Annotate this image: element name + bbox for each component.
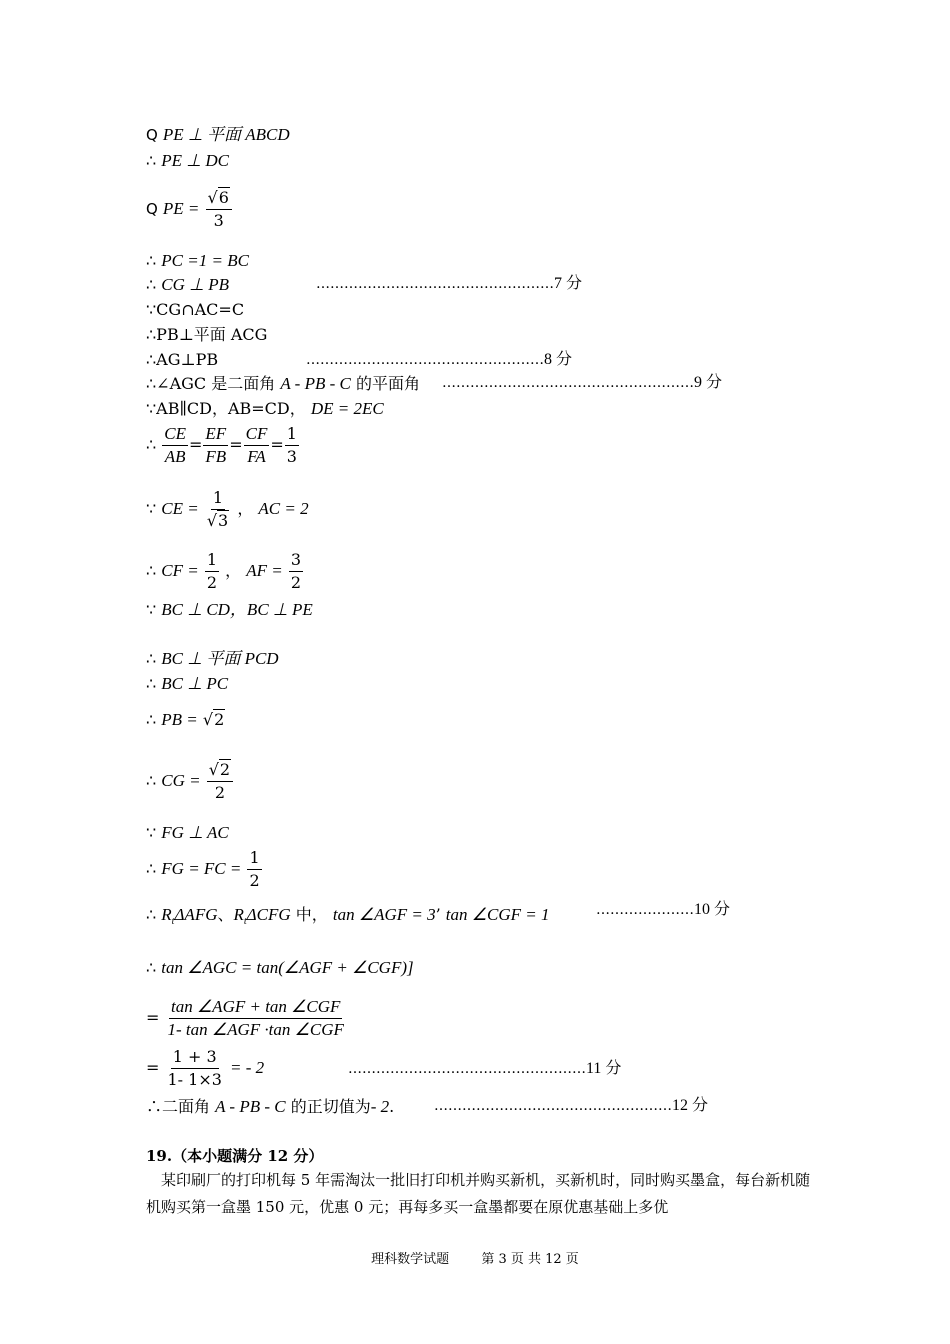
- score-8: 8 分: [544, 351, 573, 368]
- solution-line-6: ∵CG∩AC=C: [146, 300, 245, 319]
- solution-line-25: ∴二面角 A - PB - C 的正切值为- 2.: [146, 1097, 395, 1116]
- score-10: 10 分: [694, 901, 731, 918]
- solution-line-2: ∴ PE ⊥ DC: [146, 151, 229, 170]
- solution-line-9: ∴∠AGC 是二面角 A - PB - C 的平面角: [146, 374, 420, 393]
- question-19-heading: 19.（本小题满分 12 分）: [146, 1147, 324, 1165]
- fraction: $\frac{√6}{3}$: [206, 188, 232, 231]
- score-dots: ………………………………………………9 分: [442, 374, 723, 391]
- solution-line-4: ∴ PC =1 = BC: [146, 251, 249, 270]
- solution-line-22: ∴ tan ∠AGC = tan(∠AGF + ∠CGF)]: [146, 958, 414, 977]
- solution-line-13: ∴ CF = $\frac{1}{2}$ ， AF = $\frac{3}{2}$: [146, 550, 301, 592]
- score-dots: ……………………………………………7 分: [316, 275, 583, 292]
- score-dots: …………………10 分: [596, 901, 731, 918]
- footer-page-number: 第 3 页 共 12 页: [481, 1252, 579, 1267]
- score-12: 12 分: [672, 1097, 709, 1114]
- solution-line-12: ∵ CE = $\frac{1}{√3}$ ， AC = 2: [146, 488, 309, 530]
- solution-line-23: = $\frac{\text{tan ∠AGF + tan ∠CGF}}{\text{1- tan ∠AGF ·tan ∠CGF}}$: [146, 997, 344, 1039]
- solution-line-16: ∴ BC ⊥ PC: [146, 674, 229, 693]
- solution-line-19: ∵ FG ⊥ AC: [146, 823, 229, 842]
- solution-line-3: Q PE = $\frac{√6}{3}$: [146, 188, 233, 231]
- solution-line-17: ∴ PB = √2: [146, 710, 225, 729]
- solution-line-5: ∴ CG ⊥ PB: [146, 275, 229, 294]
- question-19-text: 某印刷厂的打印机每 5 年需淘汰一批旧打印机并购买新机，买新机时，同时购买墨盒，每台新机随机购买第一盒墨 150 元，优惠 0 元；再每多买一盒墨都要在原优惠基础上多优: [146, 1171, 811, 1216]
- score-9: 9 分: [694, 374, 723, 391]
- score-dots: ……………………………………………12 分: [434, 1097, 709, 1114]
- footer-subject: 理科数学试题: [371, 1252, 450, 1267]
- solution-line-20: ∴ FG = FC = $\frac{1}{2}$: [146, 848, 260, 890]
- solution-line-10: ∵AB∥CD，AB=CD， DE = 2EC: [146, 399, 384, 418]
- score-dots: ……………………………………………11 分: [348, 1060, 622, 1077]
- solution-line-11: ∴ $\frac{CE}{AB}$ = $\frac{EF}{FB}$ = $\frac{CF}{FA}$ = $\frac{1}{3}$: [146, 424, 297, 466]
- solution-line-1: Q PE ⊥ 平面 ABCD: [146, 125, 290, 144]
- solution-line-8: ∴AG⊥PB: [146, 350, 219, 369]
- solution-line-24: = $\frac{1 + 3}{1- 1\times 3}$ = - 2: [146, 1047, 265, 1089]
- solution-line-14: ∵ BC ⊥ CD，BC ⊥ PE: [146, 600, 313, 619]
- score-11: 11 分: [586, 1060, 622, 1077]
- solution-line-18: ∴ CG = $\frac{√2}{2}$: [146, 760, 234, 803]
- page-footer: [0, 1248, 950, 1267]
- solution-line-15: ∴ BC ⊥ 平面 PCD: [146, 649, 279, 668]
- score-7: 7 分: [554, 275, 583, 292]
- score-dots: ……………………………………………8 分: [306, 351, 573, 368]
- solution-line-21: ∴ $R_t\Delta AFG$、$R_t\Delta CFG$ 中， tan ∠AGF = 3’ tan ∠CGF = 1: [146, 905, 550, 928]
- solution-line-7: ∴PB⊥平面 ACG: [146, 325, 268, 344]
